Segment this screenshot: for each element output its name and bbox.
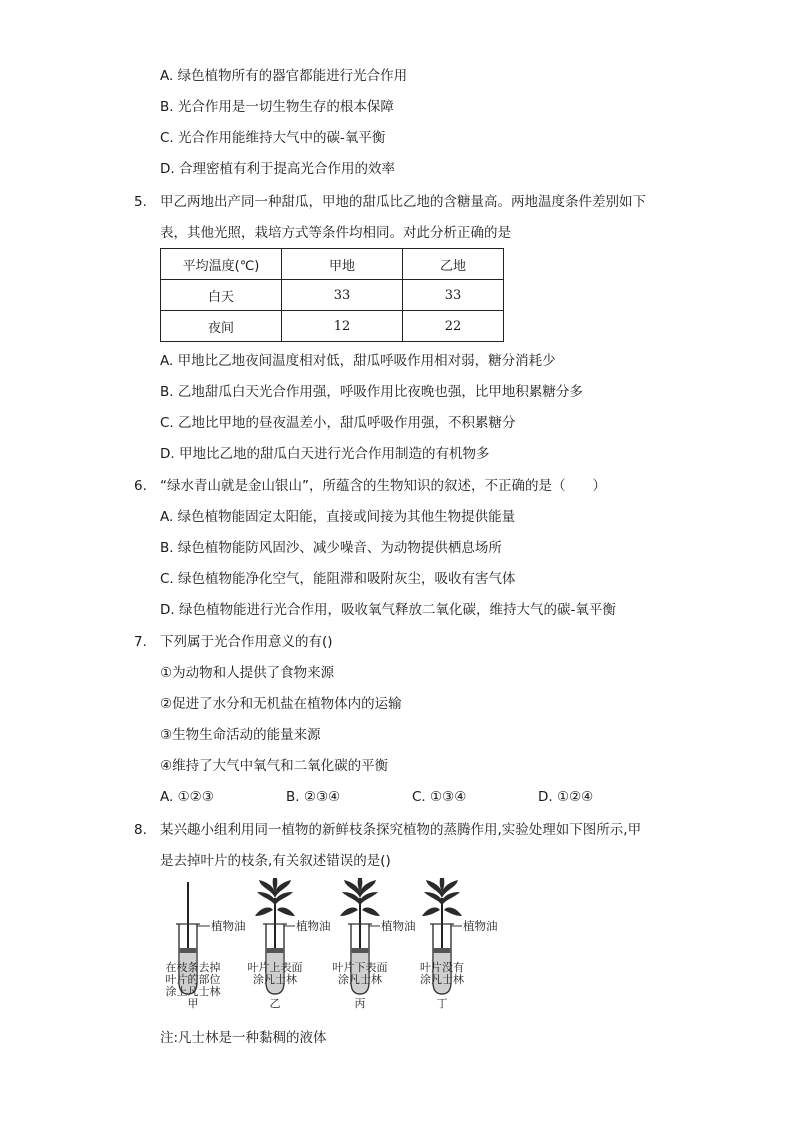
tube-name: 乙	[269, 997, 281, 1010]
q5-stem-line2: 表，其他光照，栽培方式等条件均相同。对此分析正确的是	[160, 225, 511, 241]
q8-note: 注:凡士林是一种黏稠的液体	[160, 1030, 327, 1046]
q7-option-c: C. ①③④	[412, 789, 467, 805]
caption-line: 叶片上表面	[247, 961, 303, 974]
q8-stem-line2: 是去掉叶片的枝条,有关叙述错误的是()	[160, 853, 391, 869]
table-header-cell: 乙地	[403, 249, 504, 280]
table-header-row	[161, 249, 504, 280]
caption-bing	[325, 962, 395, 1010]
table-cell: 33	[282, 280, 403, 311]
oil-label-yi: 植物油	[296, 919, 331, 933]
q6-option-a: A. 绿色植物能固定太阳能，直接或间接为其他生物提供能量	[160, 509, 516, 525]
q5-number: 5.	[134, 194, 147, 210]
table-row	[161, 280, 504, 311]
q6-number: 6.	[134, 478, 147, 494]
table-cell: 白天	[161, 280, 282, 311]
caption-line: 叶片下表面	[332, 961, 388, 974]
q7-stem: 下列属于光合作用意义的有()	[160, 634, 333, 650]
q8-stem-line1: 某兴趣小组利用同一植物的新鲜枝条探究植物的蒸腾作用,实验处理如下图所示,甲	[160, 822, 642, 838]
caption-line: 叶片的部位	[165, 973, 221, 986]
q5-option-a: A. 甲地比乙地夜间温度相对低，甜瓜呼吸作用相对弱，糖分消耗少	[160, 353, 556, 369]
q5-option-d: D. 甲地比乙地的甜瓜白天进行光合作用制造的有机物多	[160, 446, 490, 462]
table-header-cell: 平均温度(℃)	[161, 249, 282, 280]
caption-jia	[160, 962, 226, 1010]
temperature-table	[160, 248, 504, 342]
q6-option-d: D. 绿色植物能进行光合作用，吸收氧气释放二氧化碳，维持大气的碳-氧平衡	[160, 602, 616, 618]
caption-ding	[412, 962, 472, 1010]
tube-name: 丁	[436, 997, 448, 1010]
caption-line: 在枝条去掉	[165, 961, 221, 974]
q4-option-d: D. 合理密植有利于提高光合作用的效率	[160, 161, 395, 177]
caption-line: 涂凡士林	[253, 973, 297, 986]
oil-label-jia: 植物油	[211, 919, 246, 933]
transpiration-experiment-figure	[160, 878, 520, 1018]
q4-option-b: B. 光合作用是一切生物生存的根本保障	[160, 99, 394, 115]
q7-item-1: ①为动物和人提供了食物来源	[160, 665, 335, 681]
caption-line: 涂凡士林	[420, 973, 464, 986]
table-cell: 12	[282, 311, 403, 342]
q4-option-c: C. 光合作用能维持大气中的碳-氧平衡	[160, 130, 386, 146]
q6-stem: “绿水青山就是金山银山”，所蕴含的生物知识的叙述，不正确的是（ ）	[160, 478, 606, 494]
tube-name: 甲	[187, 997, 199, 1010]
q8-number: 8.	[134, 822, 147, 838]
oil-label-bing: 植物油	[381, 919, 416, 933]
table-row	[161, 311, 504, 342]
q4-option-a: A. 绿色植物所有的器官都能进行光合作用	[160, 68, 408, 84]
q5-option-b: B. 乙地甜瓜白天光合作用强，呼吸作用比夜晚也强，比甲地积累糖分多	[160, 384, 583, 400]
q7-item-2: ②促进了水分和无机盐在植物体内的运输	[160, 696, 402, 712]
q6-option-c: C. 绿色植物能净化空气，能阻滞和吸附灰尘，吸收有害气体	[160, 571, 516, 587]
tube-name: 丙	[354, 997, 366, 1010]
caption-line: 涂上凡士林	[165, 985, 221, 998]
table-cell: 22	[403, 311, 504, 342]
caption-line: 叶片没有	[420, 961, 464, 974]
q7-option-b: B. ②③④	[286, 789, 341, 805]
q7-item-3: ③生物生命活动的能量来源	[160, 727, 321, 743]
q7-option-d: D. ①②④	[538, 789, 594, 805]
q7-option-a: A. ①②③	[160, 789, 214, 805]
table-cell: 夜间	[161, 311, 282, 342]
caption-line: 涂凡士林	[338, 973, 382, 986]
q5-option-c: C. 乙地比甲地的昼夜温差小，甜瓜呼吸作用强，不积累糖分	[160, 415, 516, 431]
q7-number: 7.	[134, 634, 147, 650]
oil-label-ding: 植物油	[463, 919, 498, 933]
table-header-cell: 甲地	[282, 249, 403, 280]
q5-stem-line1: 甲乙两地出产同一种甜瓜，甲地的甜瓜比乙地的含糖量高。两地温度条件差别如下	[160, 194, 646, 210]
table-cell: 33	[403, 280, 504, 311]
q6-option-b: B. 绿色植物能防风固沙、减少噪音、为动物提供栖息场所	[160, 540, 502, 556]
caption-yi	[240, 962, 310, 1010]
q7-item-4: ④维持了大气中氧气和二氧化碳的平衡	[160, 758, 389, 774]
